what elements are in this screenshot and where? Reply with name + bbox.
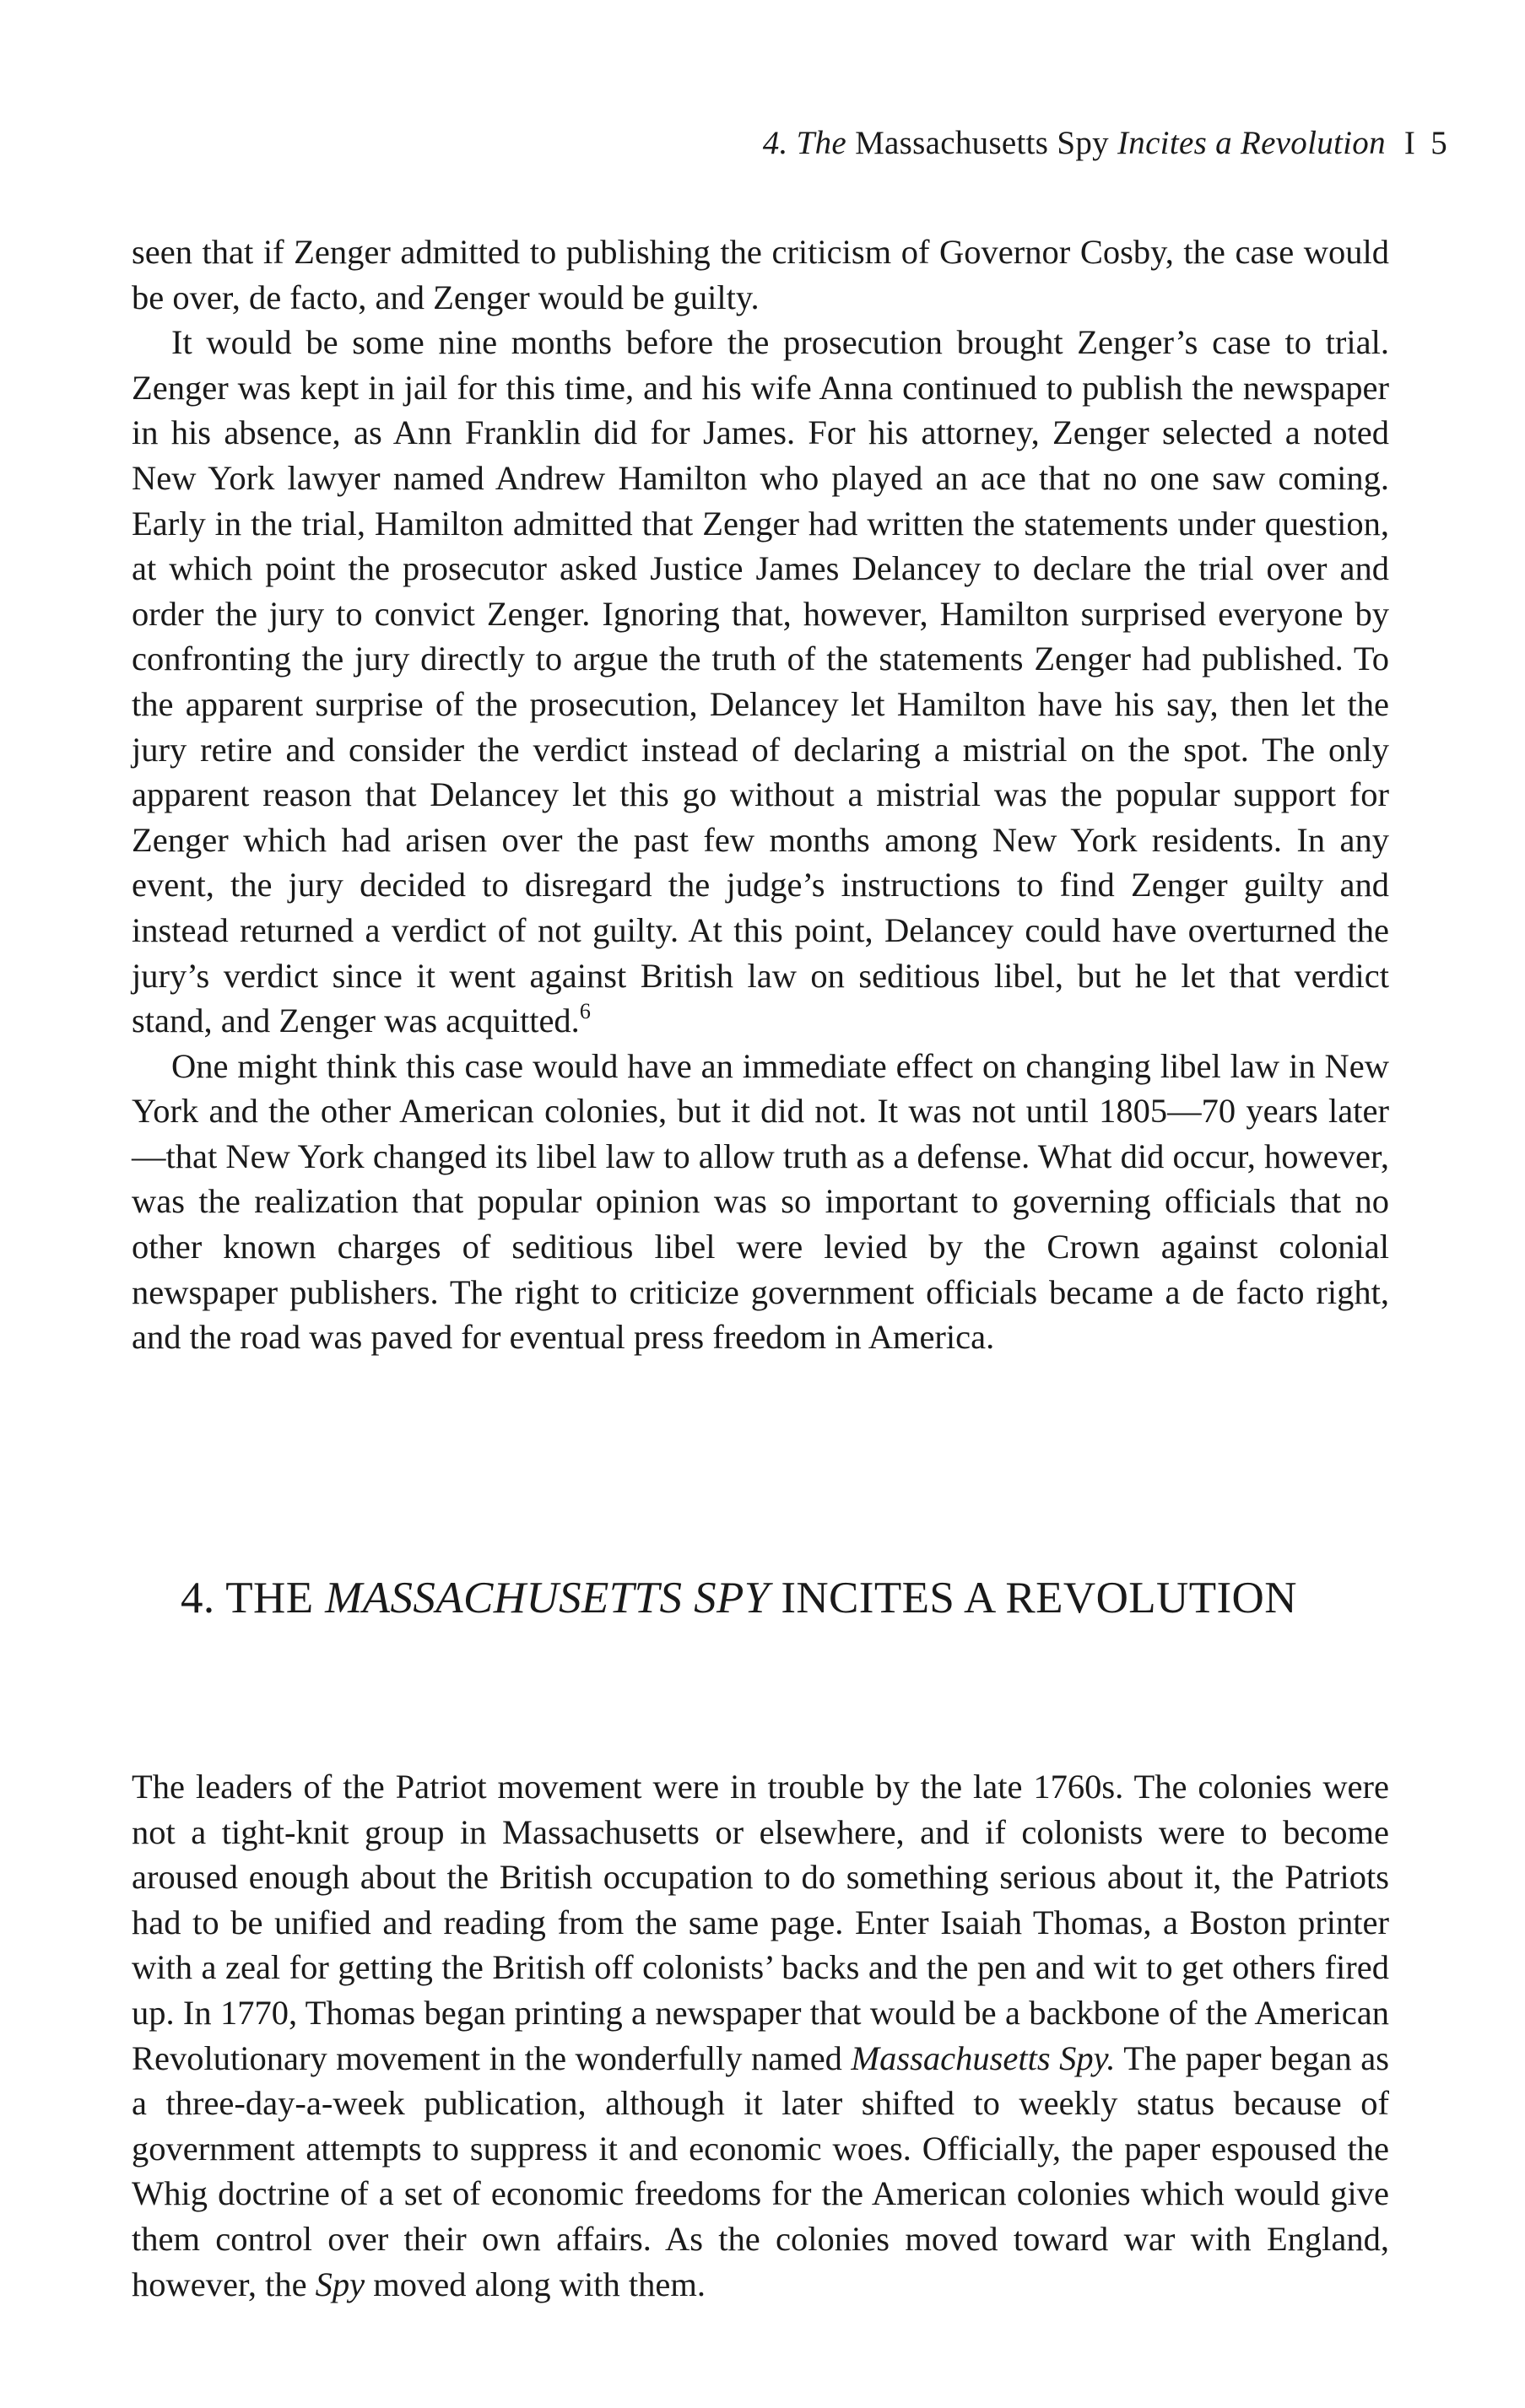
running-head-separator: I <box>1403 125 1416 161</box>
page-number: 5 <box>1430 125 1447 161</box>
section-heading-rest: INCITES A REVOLUTION <box>781 1574 1297 1622</box>
running-head-the: The <box>796 125 847 161</box>
section-heading-number: 4. THE <box>181 1574 314 1622</box>
paragraph-3: One might think this case would have an immediate effect on changing libel law in New York and the other American colonies, but it did not. It was not until 1805—70 years later—that New York changed its libel law to allow truth as a defense. What did occur, however, was the realization that popular opinion was so important to governing officials that no other known charges of seditious libel were levied by the Crown against colonial newspaper publishers. The right to criticize government officials became a de facto right, and the road was paved for eventual press freedom in America. <box>132 1046 1389 1357</box>
paragraph-2-text: It would be some nine months before the prosecution brought Zenger’s case to trial. Zenger was kept in jail for this time, and his wife Anna continued to publish the newspaper in his absence, as Ann Franklin did for James. For his attorney, Zenger selected a noted New York lawyer named Andrew Hamilton who played an ace that no one saw coming. Early in the trial, Hamilton admitted that Zenger had written the statements under question, at which point the prosecutor asked Justice James Delancey to declare the trial over and order the jury to convict Zenger. Ignoring that, however, Hamilton surprised everyone by confronting the jury directly to argue the truth of the statements Zenger had published. To the apparent surprise of the prosecution, Delancey let Hamilton have his say, then let the jury retire and consider the verdict instead of declaring a mistrial on the spot. The only apparent reason that Delancey let this go without a mistrial was the popular support for Zenger which had arisen over the past few months among New York residents. In any event, the jury decided to disregard the judge’s instructions to find Zenger guilty and instead returned a verdict of not guilty. At this point, Delancey could have overturned the jury’s verdict since it went against British law on seditious libel, but he let that verdict stand, and Zenger was acquitted. <box>132 323 1389 1040</box>
section-heading <box>181 1571 1396 1625</box>
body-text-section <box>132 1764 1389 2307</box>
running-head <box>763 123 1447 164</box>
section-paragraph-part-1: The leaders of the Patriot movement were in trouble by the late 1760s. The colonies were not a tight-knit group in Massachusetts or elsewhere, and if colonists were to become aroused enough about the British occupation to do something serious about it, the Patriots had to be unified and reading from the same page. Enter Isaiah Thomas, a Boston printer with a zeal for getting the British off colonists’ backs and the pen and wit to get others fired up. In 1770, Thomas began printing a newspaper that would be a backbone of the American Revolutionary movement in the wonderfully named <box>132 1768 1389 2077</box>
section-paragraph-part-2: The paper began as a three-day-a-week publication, although it later shifted to weekly status because of government attempts to suppress it and economic woes. Officially, the paper espoused the Whig doctrine of a set of economic freedoms for the American colonies which would give them control over their own affairs. As the colonies moved toward war with England, however, the <box>132 2038 1389 2303</box>
running-head-chapter-number: 4. <box>762 125 788 161</box>
body-text-top <box>132 229 1389 1360</box>
paragraph-2 <box>132 320 1389 1044</box>
section-paragraph-italic-1: Massachusetts Spy. <box>851 2038 1116 2077</box>
section-paragraph-italic-2: Spy <box>315 2265 365 2303</box>
running-head-rest: Incites a Revolution <box>1117 125 1386 161</box>
section-paragraph <box>132 1764 1389 2307</box>
section-heading-paper-name: MASSACHUSETTS SPY <box>325 1574 770 1622</box>
section-paragraph-part-3: moved along with them. <box>373 2265 706 2303</box>
running-head-paper-name: Massachusetts Spy <box>855 125 1109 161</box>
paragraph-1: seen that if Zenger admitted to publishing the criticism of Governor Cosby, the case would be over, de facto, and Zenger would be guilty. <box>132 233 1389 316</box>
footnote-reference: 6 <box>579 998 591 1023</box>
